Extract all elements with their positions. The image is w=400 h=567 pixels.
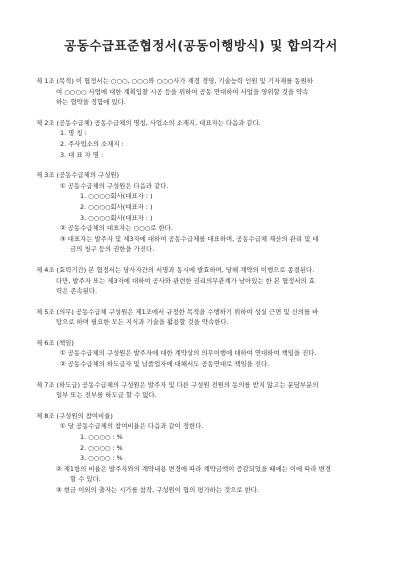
article-3-clause: ① 공동수급체의 구성원은 다음과 같다. [60, 181, 169, 190]
article-3-item: 1. ○○○○회사(대표자 : ) [80, 192, 153, 201]
article-8-item: 3. ○○○○ : % [80, 454, 123, 463]
article-2-item: 1. 명 칭 : [60, 129, 87, 138]
article-1-line: 제 1조 (목적) 이 협정서는 ○○○, ○○○와 ○○○사가 재정 경영, 기술능력 인원 및 기자재를 동원하 [36, 77, 313, 85]
article-8-clause: 할 수 있다. [70, 475, 101, 484]
article-3-item: 3. ○○○○회사(대표자 : ) [80, 213, 153, 222]
article-2-line: 제 2조 (공동수급체) 공동수급체의 명칭, 사업소의 소재지, 대표자는 다음과 같다. [36, 118, 261, 127]
article-8-item: 2. ○○○○ : % [80, 443, 123, 452]
article-2-item: 2. 주사업소의 소재지 : [60, 139, 124, 148]
article-3-clause: ③ 대표자는 발주자 및 제3자에 대하여 공동수급체를 대표하며, 공동수급체 재산의 관리 및 대 [60, 234, 319, 243]
document-title: 공동수급표준협정서(공동이행방식) 및 합의각서 [64, 38, 338, 53]
article-3-line: 제 3조 (공동수급체의 구성원) [36, 171, 120, 180]
article-4-line: 다만, 발주자 또는 제3자에 대하여 공사와 관련한 권리의무관계가 남아있는 한 본 협정서의 효 [56, 276, 315, 285]
article-7 [36, 380, 366, 401]
article-8-item: 1. ○○○○ : % [80, 433, 123, 442]
article-5 [36, 307, 366, 328]
article-2-item: 3. 대 표 자 명 : [60, 150, 104, 159]
article-4-line: 제 4조 (효력기간) 본 협정서는 당사자간의 서명과 동시에 발효하며, 당해 계약의 이행으로 종결된다. [36, 265, 315, 274]
article-8-line: 제 8조 (구성원의 참여비율) [36, 411, 113, 420]
article-2 [36, 118, 366, 160]
article-3 [36, 170, 366, 255]
article-6-clause: ② 공동수급체의 하도급자 및 납품업자에 대해서도 공동연대로 책임을 진다. [60, 360, 270, 369]
article-6-clause: ① 공동수급체의 구성원은 발주자에 대한 계약상의 의무이행에 대하여 연대하여 책임을 진다. [60, 349, 317, 358]
article-6 [36, 338, 366, 370]
article-1-line: 여 ○○○○ 사업에 대한 계획입찰 시공 등을 위하여 공동 연대하여 사업을 영위할 것을 약속 [56, 87, 309, 96]
article-3-item: 2. ○○○○회사(대표자 : ) [80, 202, 153, 211]
article-1 [36, 76, 366, 108]
article-3-clause: 금의 청구 등의 권한을 가진다. [70, 245, 155, 254]
article-3-clause: ② 공동수급체의 대표자는 ○○○로 한다. [60, 224, 173, 233]
article-7-line: 일부 또는 전부를 하도급 할 수 없다. [56, 391, 157, 400]
article-4 [36, 265, 366, 297]
article-8-clause: ② 제1항의 비율은 발주자와의 계약내용 변경에 따라 계약금액이 증감되었을 때에는 이에 따라 변경 [56, 464, 331, 473]
article-8-clause: ③ 현금 이외의 출자는 시가를 참작, 구성원이 협의 평가하는 것으로 한다. [56, 486, 259, 494]
article-8 [36, 411, 366, 496]
article-5-line: 탕으로 하며 필요한 모든 지식과 기술을 활용할 것을 약속한다. [56, 318, 229, 327]
article-4-line: 력은 존속된다. [56, 287, 98, 296]
article-1-line: 하는 협약을 정함에 있다. [56, 98, 126, 107]
article-7-line: 제 7조 (하도급) 공동수급체의 구성원은 발주자 및 다른 구성원 전원의 동의를 받지 않고는 분담부분의 [36, 380, 319, 389]
article-6-line: 제 6조 (책임) [36, 338, 74, 347]
article-8-clause: ① 당 공동수급체의 참여비율은 다음과 같이 정한다. [60, 422, 204, 431]
article-5-line: 제 5조 (의무) 공동수급체 구성원은 제1조에서 규정한 목적을 수행하기 위하여 성실 근면 및 신의를 바 [36, 307, 319, 316]
